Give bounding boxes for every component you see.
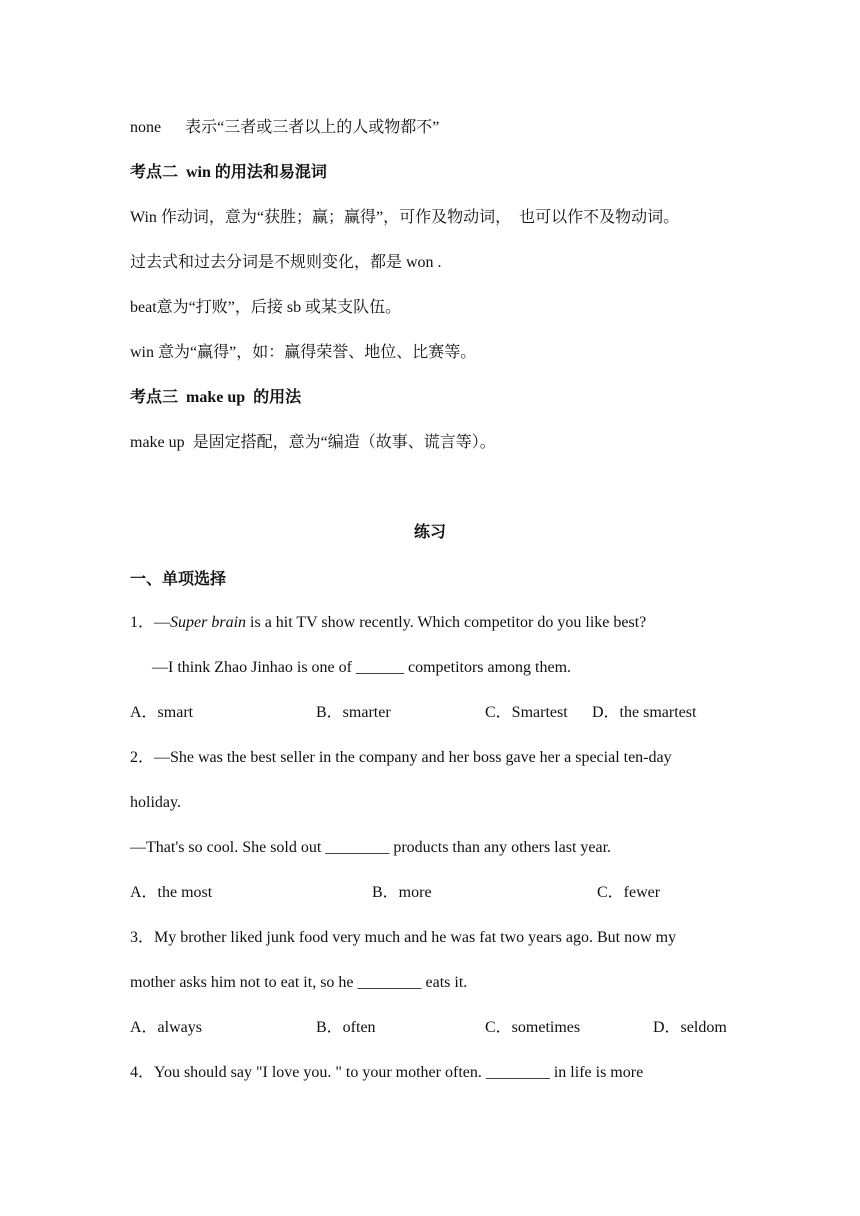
point2-heading: 考点二 win 的用法和易混词 <box>130 164 327 181</box>
beat-line: beat意为“打败”，后接 sb 或某支队伍。 <box>130 299 402 316</box>
none-line: none 表示“三者或三者以上的人或物都不” <box>130 119 440 136</box>
q2-option-b[interactable]: B．more <box>372 884 432 901</box>
q1-option-c[interactable]: C．Smartest <box>485 704 568 721</box>
q3-option-b[interactable]: B．often <box>316 1019 376 1036</box>
q2-option-c[interactable]: C．fewer <box>597 884 661 901</box>
q3-option-a[interactable]: A．always <box>130 1019 202 1036</box>
q2-line2: holiday. <box>130 794 181 811</box>
q1-num: 1．— <box>130 614 171 631</box>
q1-line1 <box>130 613 646 633</box>
q3-line2: mother asks him not to eat it, so he ________ eats it. <box>130 974 468 991</box>
q3-option-d[interactable]: D．seldom <box>653 1019 727 1036</box>
q2-option-a[interactable]: A．the most <box>130 884 213 901</box>
win-line-2: 过去式和过去分词是不规则变化，都是 won . <box>130 254 442 271</box>
q3-option-c[interactable]: C．sometimes <box>485 1019 581 1036</box>
q1-show-title: Super brain <box>170 614 247 631</box>
exercise-title: 练习 <box>413 524 446 541</box>
q2-line1: 2．—She was the best seller in the company and her boss gave her a special ten-day <box>130 749 672 766</box>
win-line-1: Win 作动词，意为“获胜；赢；赢得”，可作及物动词， 也可以作不及物动词。 <box>130 209 680 226</box>
q1-option-b[interactable]: B．smarter <box>316 704 391 721</box>
q1-option-d[interactable]: D．the smartest <box>592 704 697 721</box>
q1-line2: —I think Zhao Jinhao is one of ______ competitors among them. <box>152 659 572 676</box>
q1-option-a[interactable]: A．smart <box>130 704 194 721</box>
q3-line1: 3．My brother liked junk food very much and he was fat two years ago. But now my <box>130 929 677 946</box>
section-heading: 一、单项选择 <box>130 571 227 588</box>
q4-line1: 4．You should say "I love you. " to your mother often. ________ in life is more <box>130 1064 644 1081</box>
q1-rest: is a hit TV show recently. Which competitor do you like best? <box>246 614 647 631</box>
win-line-3: win 意为“赢得”，如：赢得荣誉、地位、比赛等。 <box>130 344 477 361</box>
q2-line3: —That's so cool. She sold out ________ products than any others last year. <box>130 839 612 856</box>
point3-heading: 考点三 make up 的用法 <box>130 389 302 406</box>
makeup-line: make up 是固定搭配，意为“编造（故事、谎言等）。 <box>130 434 496 451</box>
